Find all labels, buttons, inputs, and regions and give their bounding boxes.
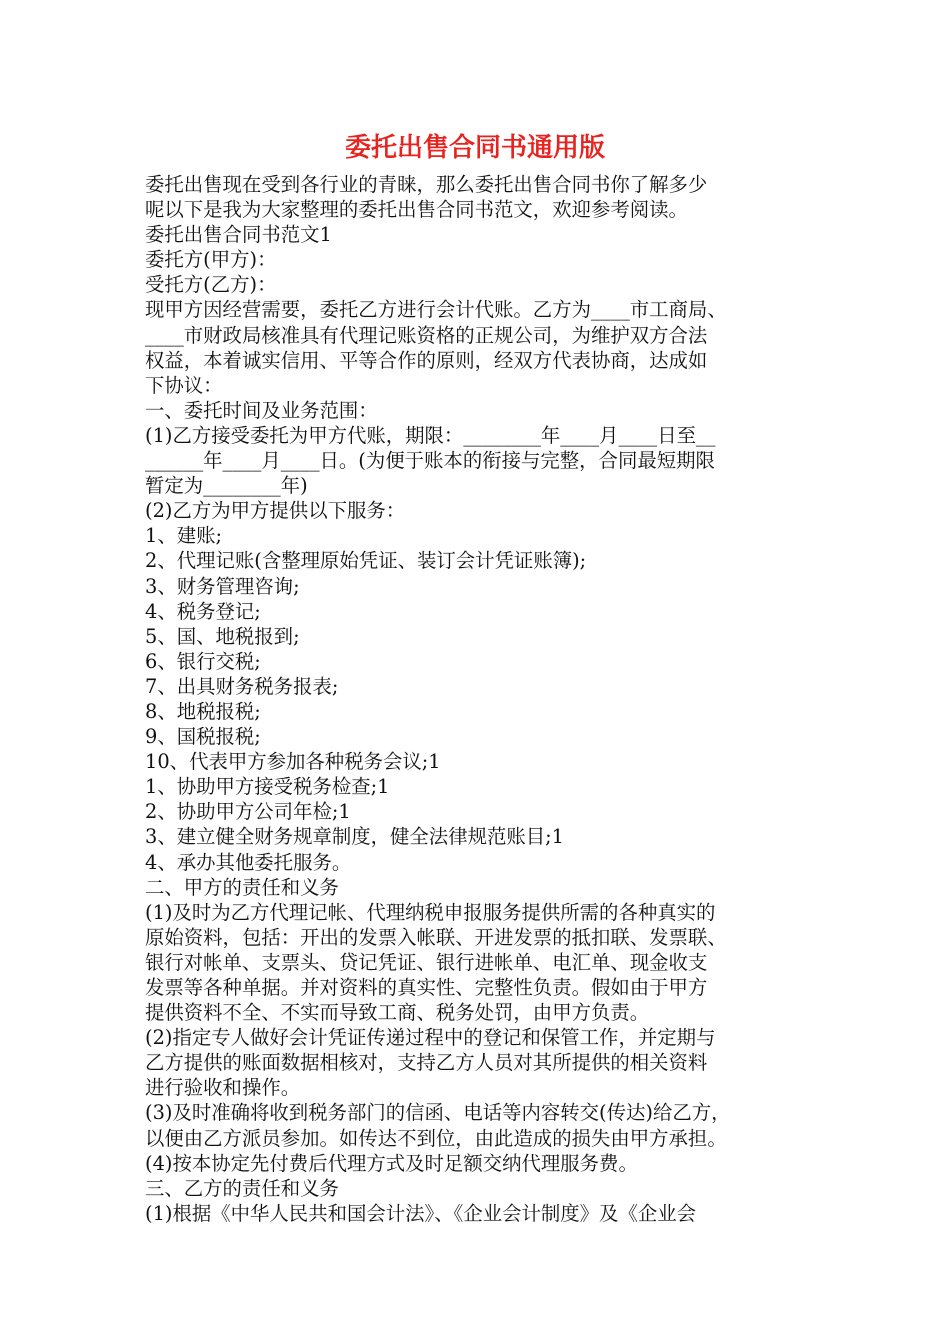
text-line: 下协议： xyxy=(145,373,223,397)
text-line: 5、国、地税报到; xyxy=(145,624,300,648)
text-line: (1)根据《中华人民共和国会计法》、《企业会计制度》及《企业会 xyxy=(145,1201,697,1225)
text-line: 9、国税报税; xyxy=(145,725,261,749)
text-line: 二、甲方的责任和义务 xyxy=(145,875,339,899)
text-line: 委托方(甲方)： xyxy=(145,248,277,272)
text-line: 1、协助甲方接受税务检查;1 xyxy=(145,775,390,799)
text-line: 3、财务管理咨询; xyxy=(145,574,300,598)
text-line: (4)按本协定先付费后代理方式及时足额交纳代理服务费。 xyxy=(145,1151,638,1175)
text-line: (1)乙方接受委托为甲方代账，期限：________年____月____日至__ xyxy=(145,423,716,447)
text-line: 3、建立健全财务规章制度，健全法律规范账目;1 xyxy=(145,825,565,849)
text-line: 三、乙方的责任和义务 xyxy=(145,1176,339,1200)
text-line: 6、银行交税; xyxy=(145,649,261,673)
document-body xyxy=(145,172,810,1226)
text-line: 2、代理记账(含整理原始凭证、装订会计凭证账簿); xyxy=(145,549,587,573)
text-line: 暂定为________年) xyxy=(145,474,308,498)
text-line: 委托出售合同书范文1 xyxy=(145,223,332,247)
text-line: 提供资料不全、不实而导致工商、税务处罚，由甲方负责。 xyxy=(145,1001,650,1025)
text-line: 银行对帐单、支票头、贷记凭证、银行进帐单、电汇单、现金收支 xyxy=(145,950,708,974)
text-line: (2)乙方为甲方提供以下服务： xyxy=(145,499,406,523)
text-line: 4、税务登记; xyxy=(145,599,261,623)
text-line: 以便由乙方派员参加。如传达不到位，由此造成的损失由甲方承担。 xyxy=(145,1126,727,1150)
text-line: 一、委托时间及业务范围： xyxy=(145,398,378,422)
text-line: 发票等各种单据。并对资料的真实性、完整性负责。假如由于甲方 xyxy=(145,976,708,999)
text-line: 10、代表甲方参加各种税务会议;1 xyxy=(145,750,441,774)
text-line: 受托方(乙方)： xyxy=(145,273,277,297)
text-line: (2)指定专人做好会计凭证传递过程中的登记和保管工作，并定期与 xyxy=(145,1026,716,1050)
text-line: 委托出售现在受到各行业的青睐，那么委托出售合同书你了解多少 xyxy=(145,173,708,196)
text-line: 呢以下是我为大家整理的委托出售合同书范文，欢迎参考阅读。 xyxy=(145,198,688,222)
text-line: 乙方提供的账面数据相核对，支持乙方人员对其所提供的相关资料 xyxy=(145,1051,708,1075)
text-line: ____市财政局核准具有代理记账资格的正规公司，为维护双方合法 xyxy=(145,323,708,347)
text-line: 1、建账; xyxy=(145,524,223,548)
text-line: 4、承办其他委托服务。 xyxy=(145,850,352,874)
text-line: 8、地税报税; xyxy=(145,699,261,723)
text-line: (1)及时为乙方代理记帐、代理纳税申报服务提供所需的各种真实的 xyxy=(145,900,716,924)
text-line: ______年____月____日。(为便于账本的衔接与完整，合同最短期限 xyxy=(145,449,715,473)
text-line: 权益，本着诚实信用、平等合作的原则，经双方代表协商，达成如 xyxy=(145,348,708,372)
text-line: 7、出具财务税务报表; xyxy=(145,674,339,698)
text-line: 现甲方因经营需要，委托乙方进行会计代账。乙方为____市工商局、 xyxy=(145,298,727,322)
text-line: 2、协助甲方公司年检;1 xyxy=(145,800,351,824)
text-line: (3)及时准确将收到税务部门的信函、电话等内容转交(传达)给乙方， xyxy=(145,1101,731,1125)
text-line: 进行验收和操作。 xyxy=(145,1076,301,1100)
text-line: 原始资料，包括：开出的发票入帐联、开进发票的抵扣联、发票联、 xyxy=(145,925,727,949)
document-title: 委托出售合同书通用版 xyxy=(344,133,605,163)
